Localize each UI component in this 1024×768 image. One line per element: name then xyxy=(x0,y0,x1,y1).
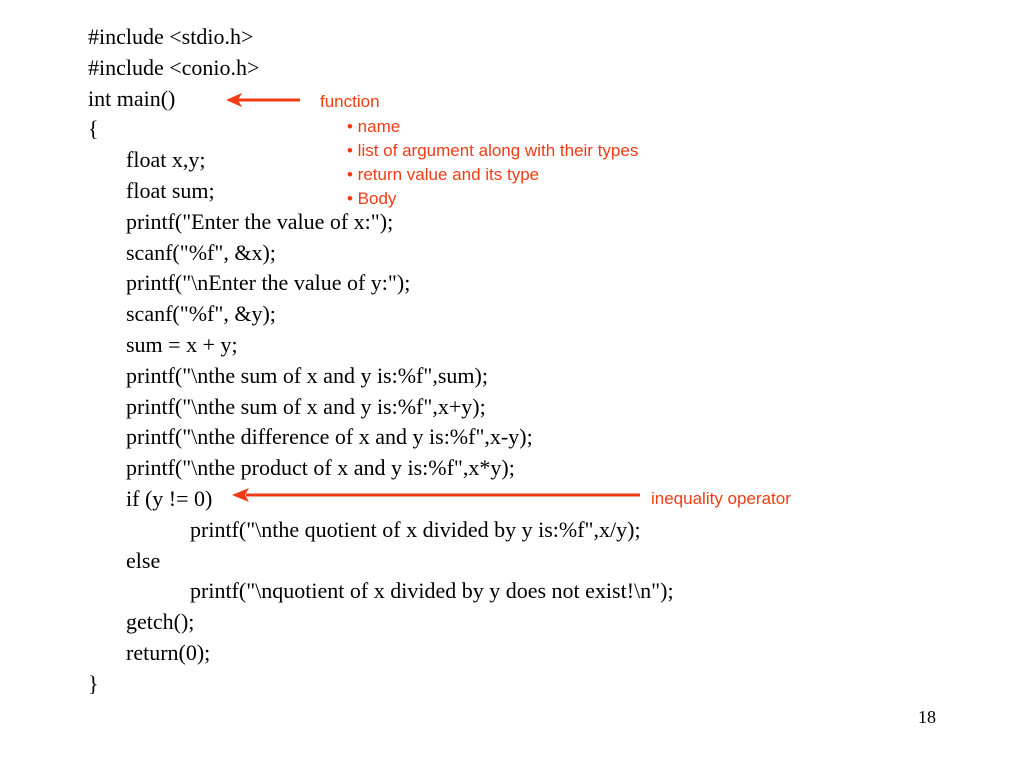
code-line: if (y != 0) xyxy=(126,486,213,511)
code-line: { xyxy=(88,116,99,142)
function-annotation-bullet-name: • name xyxy=(347,117,401,136)
slide-number: 18 xyxy=(918,707,936,727)
code-line: else xyxy=(126,547,161,573)
code-line: sum = x + y; xyxy=(126,332,238,357)
code-line: printf("\nthe sum of x and y is:%f",x+y); xyxy=(126,393,486,419)
code-line: getch(); xyxy=(126,609,195,635)
code-line: #include <conio.h> xyxy=(88,54,260,80)
code-line: printf("\nquotient of x divided by y does not exist!\n"); xyxy=(190,578,674,604)
code-line: } xyxy=(88,670,99,696)
function-annotation-bullet-return: • return value and its type xyxy=(347,165,540,184)
code-line: return(0); xyxy=(126,640,211,665)
code-line: printf("Enter the value of x:"); xyxy=(126,208,394,234)
function-arrow xyxy=(226,93,300,107)
function-annotation-bullet-arguments: • list of argument along with their types xyxy=(347,141,639,160)
code-line: printf("\nthe quotient of x divided by y is:%f",x/y); xyxy=(190,516,641,542)
code-line: int main() xyxy=(88,85,176,111)
code-line: printf("\nthe difference of x and y is:%f",x-y); xyxy=(126,424,533,450)
code-line: float x,y; xyxy=(126,147,206,173)
code-line: #include <stdio.h> xyxy=(88,24,254,49)
code-line: printf("\nthe sum of x and y is:%f",sum); xyxy=(126,362,488,388)
code-line: printf("\nEnter the value of y:"); xyxy=(126,270,411,296)
inequality-arrow xyxy=(232,488,640,502)
code-line: scanf("%f", &y); xyxy=(126,301,276,327)
function-annotation-bullet-body: • Body xyxy=(347,189,397,208)
code-line: float sum; xyxy=(126,178,215,203)
inequality-operator-annotation: inequality operator xyxy=(651,489,791,508)
code-line: printf("\nthe product of x and y is:%f",x*y); xyxy=(126,455,515,481)
code-line: scanf("%f", &x); xyxy=(126,239,276,265)
function-annotation-title: function xyxy=(320,92,380,111)
